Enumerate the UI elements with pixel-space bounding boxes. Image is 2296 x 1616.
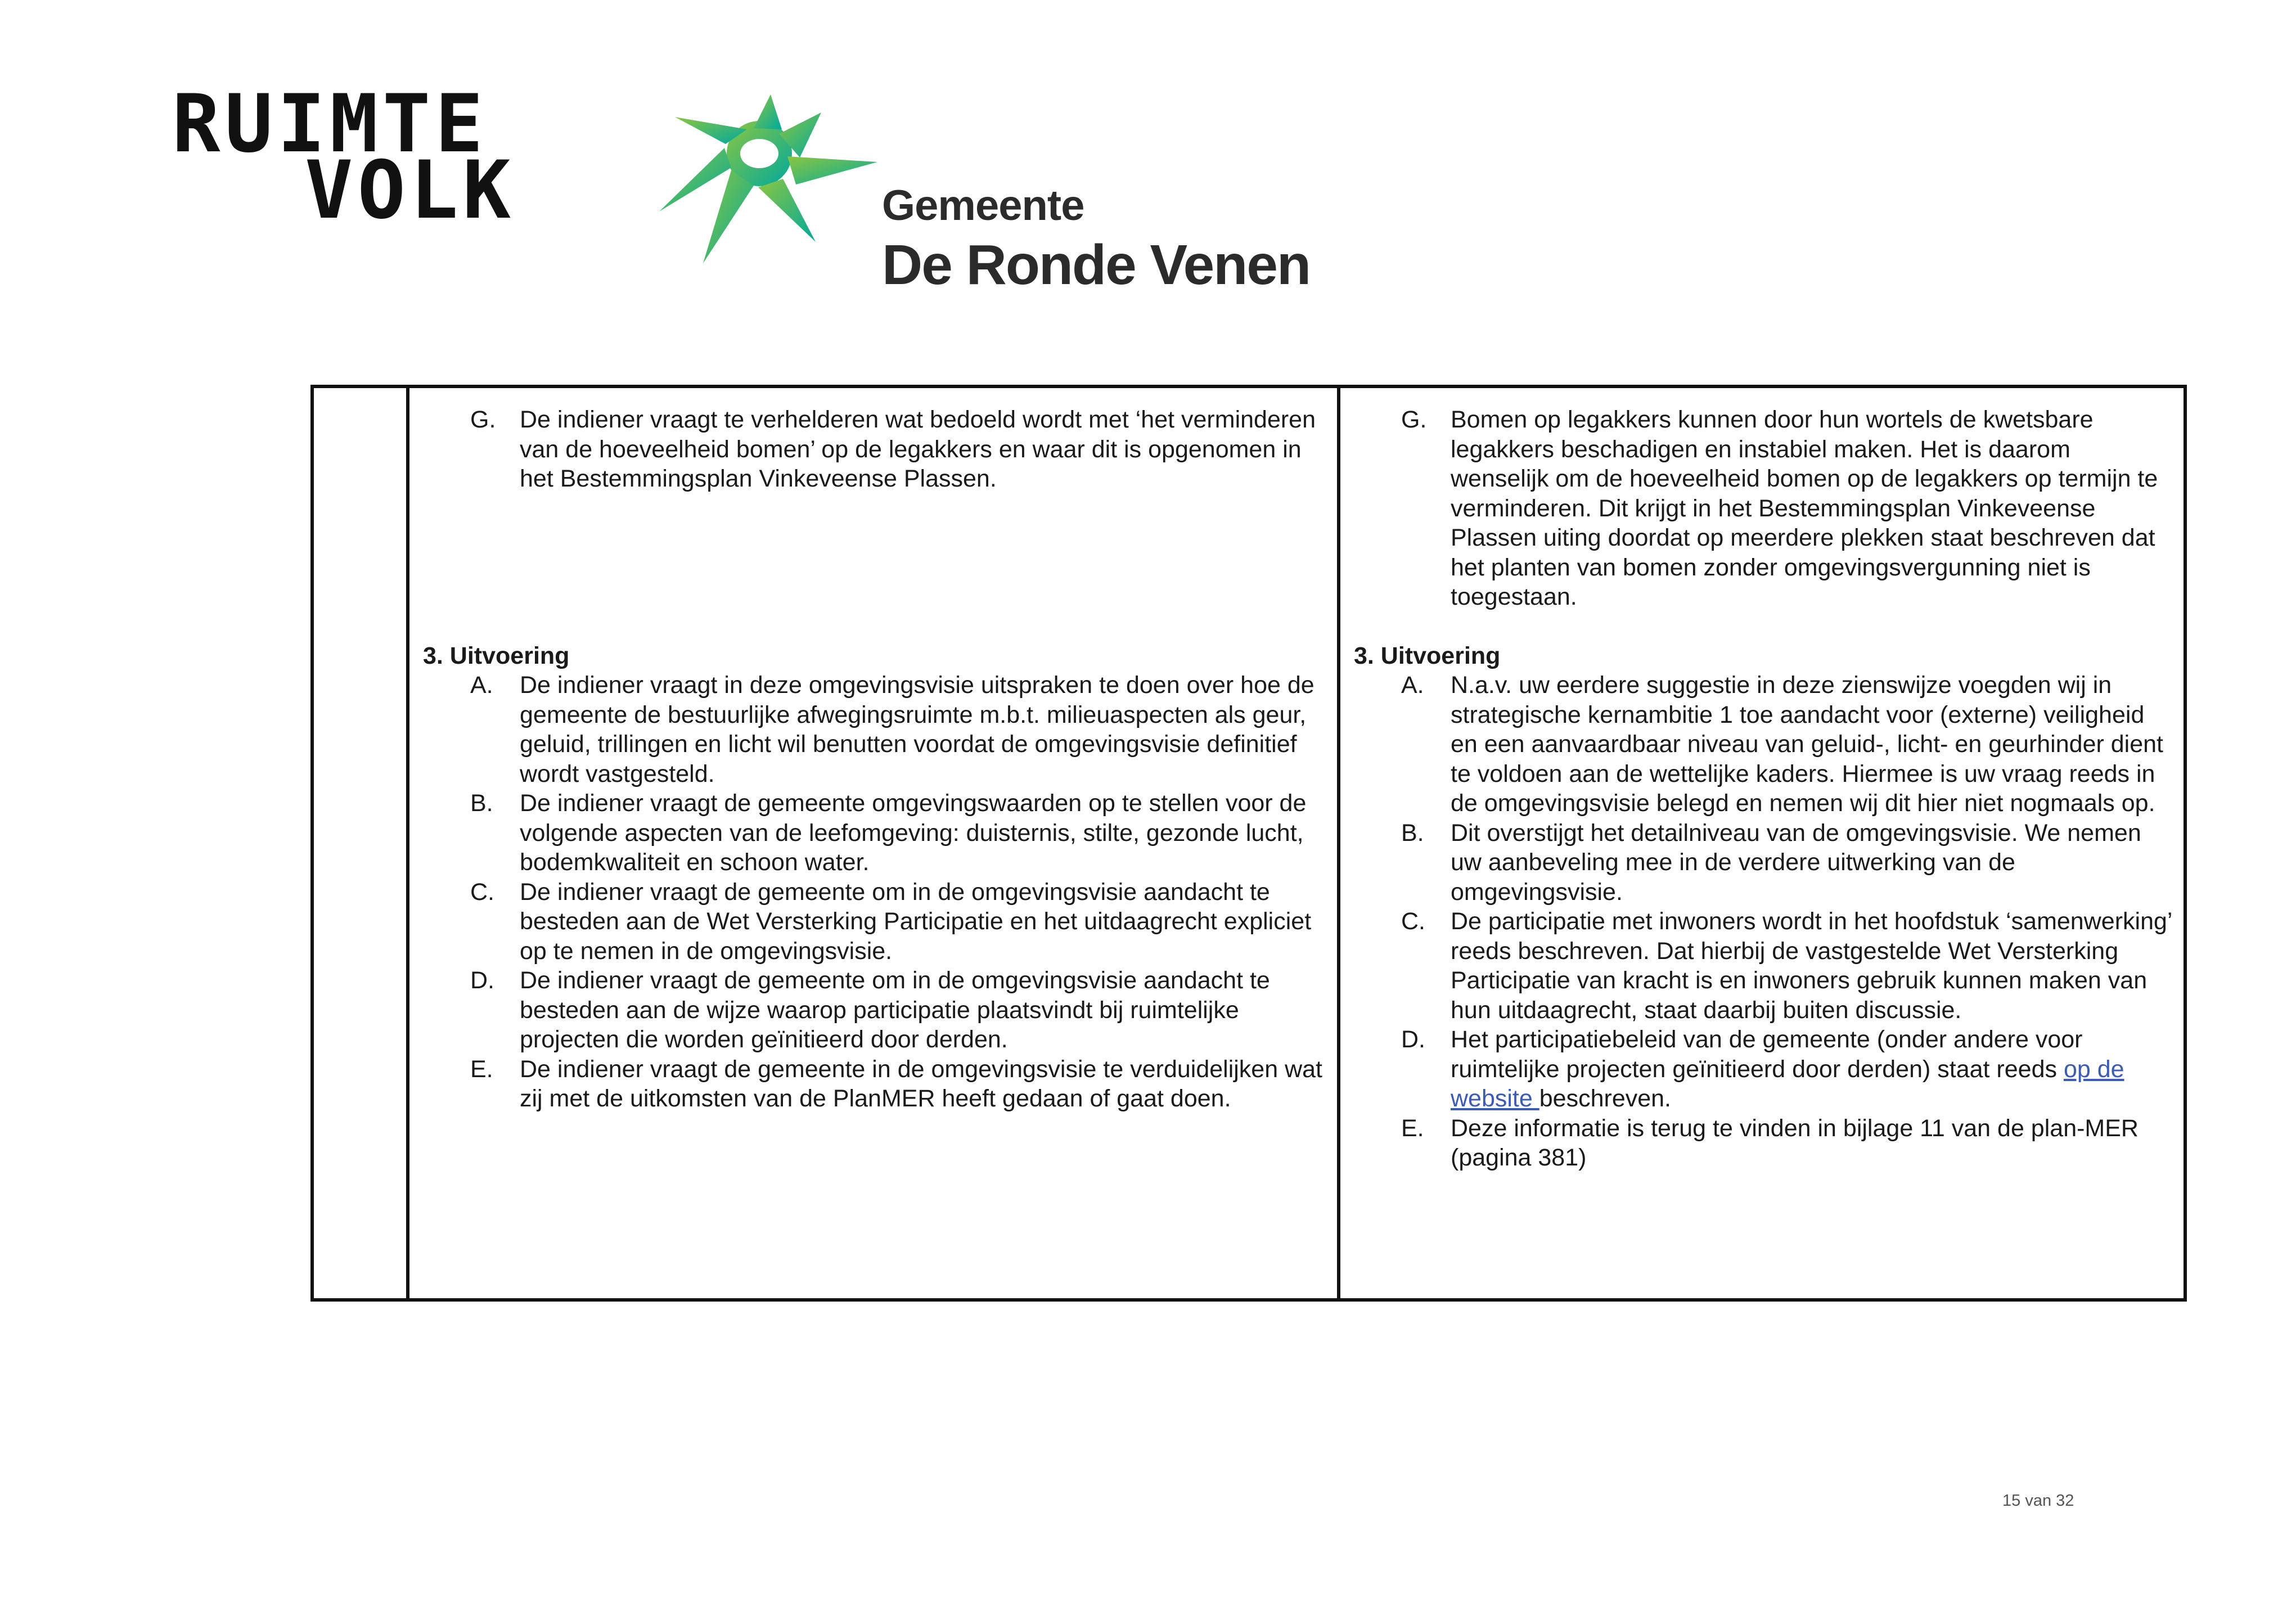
list-item: D. De indiener vraagt de gemeente om in de omgevingsvisie aandacht te besteden aan de wijze waarop participatie plaatsvindt bij ruimtelijke projecten die worden geïnitieerd door derden. [470, 967, 1270, 1053]
list-item: B. De indiener vraagt de gemeente omgevingswaarden op te stellen voor de volgende aspecten van de leefomgeving: duisternis, stilte, gezonde lucht, bodemkwaliteit en schoon water. [470, 790, 1307, 876]
index-column [312, 386, 408, 1300]
section-title: 3. Uitvoering [423, 642, 570, 669]
list-item: E. De indiener vraagt de gemeente in de omgevingsvisie te verduidelijken wat zij met de uitkomsten van de PlanMER heeft gedaan of gaat doen. [470, 1055, 1322, 1112]
list-item: B. Dit overstijgt het detailniveau van de omgevingsvisie. We nemen uw aanbeveling mee in de verdere uitwerking van de omgevingsvisie. [1401, 819, 2141, 906]
website-link[interactable]: op de website [1451, 1055, 2124, 1112]
section-title: 3. Uitvoering [1354, 642, 1501, 669]
list-item: E. Deze informatie is terug te vinden in bijlage 11 van de plan-MER (pagina 381) [1401, 1114, 2139, 1171]
municipality-name: De Ronde Venen [882, 233, 1311, 296]
list-item: G. De indiener vraagt te verhelderen wat bedoeld wordt met ‘het verminderen van de hoeveelheid bomen’ op de legakkers en waar dit is opgenomen in het Bestemmingsplan Vinkeveense Plassen. [470, 406, 1316, 492]
star-arrows-icon [652, 94, 889, 263]
logo-line-2: VOLK [305, 144, 515, 237]
page-number: 15 van 32 [2002, 1492, 2074, 1510]
list-item: A. N.a.v. uw eerdere suggestie in deze zienswijze voegden wij in strategische kernambitie 1 toe aandacht voor (externe) veiligheid en een aanvaardbaar niveau van geluid-, licht- en geurhinder dient te voldoen aan de wettelijke kaders. Hiermee is uw vraag reeds in de omgevingsvisie belegd en nemen wij dit hier niet nogmaals op. [1401, 672, 2163, 817]
logo-line-1: RUIMTE [172, 78, 488, 170]
ruimtevolk-logo [172, 78, 515, 237]
list-item: G. Bomen op legakkers kunnen door hun wortels de kwetsbare legakkers beschadigen en instabiel maken. Het is daarom wenselijk om de hoeveelheid bomen op de legakkers op termijn te verminderen. Dit krijgt in het Bestemmingsplan Vinkeveense Plassen uiting doordat op meerdere plekken staat beschreven dat het planten van bomen zonder omgevingsvergunning niet is toegestaan. [1401, 406, 2158, 610]
list-item: D. Het participatiebeleid van de gemeente (onder andere voor ruimtelijke projecten geïnitieerd door derden) staat reeds op de website beschreven. [1401, 1026, 2124, 1112]
submission-column [408, 386, 1339, 1300]
response-column [1339, 386, 2185, 1300]
response-table [310, 385, 2187, 1302]
list-item: A. De indiener vraagt in deze omgevingsvisie uitspraken te doen over hoe de gemeente de bestuurlijke afwegingsruimte m.b.t. milieuaspecten als geur, geluid, trillingen en licht wil benutten voordat de omgevingsvisie definitief wordt vastgesteld. [470, 672, 1314, 787]
list-item: C. De indiener vraagt de gemeente om in de omgevingsvisie aandacht te besteden aan de Wet Versterking Participatie en het uitdaagrecht expliciet op te nemen in de omgevingsvisie. [470, 878, 1312, 965]
list-item: C. De participatie met inwoners wordt in het hoofdstuk ‘samenwerking’ reeds beschreven. Dat hierbij de vastgestelde Wet Versterking Participatie van kracht is en inwoners gebruik kunnen maken van hun uitdaagrecht, staat daarbij buiten discussie. [1401, 908, 2172, 1024]
gemeente-label: Gemeente [882, 182, 1084, 229]
